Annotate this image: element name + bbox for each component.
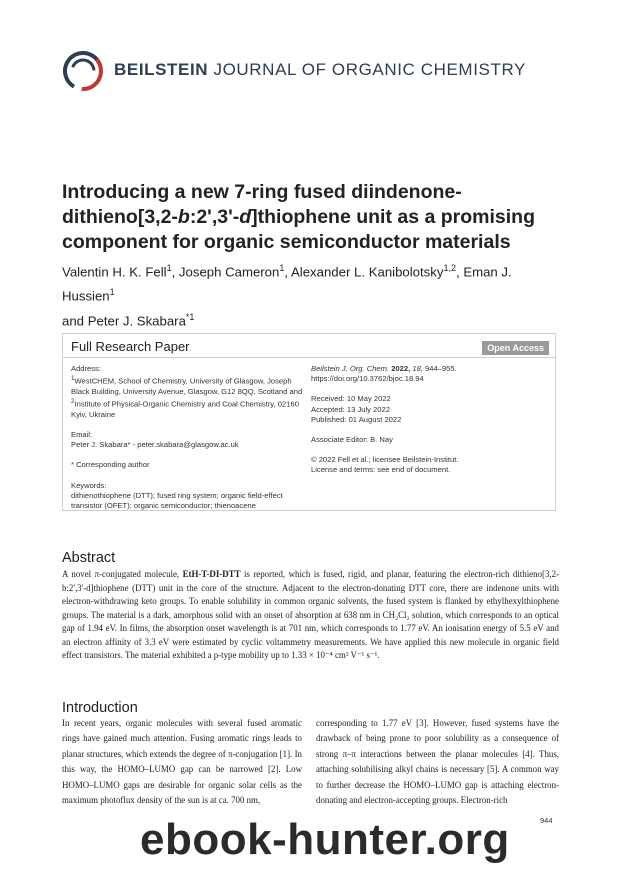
introduction-heading: Introduction (62, 700, 138, 716)
watermark-text: ebook-hunter.org (140, 815, 510, 864)
author-name: Valentin H. K. Fell (62, 264, 167, 280)
address-2: Institute of Physical-Organic Chemistry and Coal Chemistry, 02160 Kyiv, Ukraine (71, 399, 299, 419)
email-link[interactable]: Peter J. Skabara* - peter.skabara@glasgow.ac.uk (71, 440, 239, 450)
page-number: 944 (540, 816, 553, 825)
author-name: Alexander L. Kanibolotsky (290, 264, 444, 280)
divider (63, 357, 555, 358)
open-access-badge: Open Access (482, 341, 549, 355)
journal-logo-icon (62, 50, 104, 92)
info-right-column: Beilstein J. Org. Chem. 2022, 18, 944–955. https://doi.org/10.3762/bjoc.18.94 Received: 10 May 2022 Accepted: 13 July 2022 Published: 01 August 2022 Associate Editor: B. Nay © 2022 Fell et al.; licensee Beilstein-Institut. License and terms: see end of document. (311, 364, 551, 476)
keywords: dithienothiophene (DTT); fused ring system; organic field-effect transistor (OFET); organic semiconductor; thienoacene (71, 490, 283, 511)
journal-name: BEILSTEIN JOURNAL OF ORGANIC CHEMISTRY (114, 60, 526, 79)
article-info-box (62, 333, 556, 511)
license-link[interactable]: License and terms: see end of document. (311, 465, 451, 475)
intro-column-right: corresponding to 1.77 eV [3]. However, fused systems have the drawback of being prone to poor solubility as a consequence of strong π–π interactions between the planar molecules [4]. Thus, attaching solubilising alkyl chains is necessary [5]. A common way to further decrease the HOMO–LUMO gap is attaching electron-donating and electron-accepting groups. Electron-rich (316, 718, 559, 806)
info-left-column: Address: $^1$WestCHEM, School of Chemistry, University of Glasgow, Joseph Black Building, University Avenue, Glasgow, G12 8QQ, Scotland and $^2$Institute of Physical-Organic Chemistry and Coal Chemistry, 02160 Kyiv, Ukraine Email: Peter J. Skabara* - peter.skabara@glasgow.ac.uk * Corresponding author Keywords: dithienothiophene (DTT); fused ring system; organic field-effect transistor (OFET); organic semiconductor; thienoacene (71, 364, 305, 511)
author-list: Valentin H. K. Fell$^1$, Joseph Cameron$^1$, Alexander L. Kanibolotsky$^{1,2}$, Eman J. Hussien$^1$ and Peter J. Skabara$^{*1}$ (62, 263, 512, 329)
doi-link[interactable]: https://doi.org/10.3762/bjoc.18.94 (311, 374, 424, 384)
abstract-heading: Abstract (62, 550, 116, 566)
address-1: WestCHEM, School of Chemistry, University of Glasgow, Joseph Black Building, University Avenue, Glasgow, G12 8QQ, Scotland and (71, 376, 303, 396)
abstract-body: A novel π-conjugated molecule, EtH-T-DI-DTT is reported, which is fused, rigid, and planar, featuring the electron-rich dithieno[3,2-b:2',3'-d]thiophene (DTT) unit in the core of the structure. Adjacent to the electron-donating DTT core, there are indenone units with electron-withdrawing keto groups. To enable solubility in common organic solvents, the fused system is flanked by ethylhexylthiophene groups. The material is a dark, amorphous solid with an onset of absorption at 638 nm in CH₂Cl₂ solution, which corresponds to an optical gap of 1.94 eV. In films, the absorption onset wavelength is at 701 nm, which corresponds to 1.77 eV. An ionisation energy of 5.5 eV and an electron affinity of 3.3 eV were estimated by cyclic voltammetry measurements. We have applied this new molecule in organic field effect transistors. The material exhibited a p-type mobility up to 1.33 × 10⁻⁴ cm² V⁻¹ s⁻¹. (62, 569, 559, 660)
author-name: Eman J. Hussien (62, 264, 512, 304)
author-name: Peter J. Skabara (87, 313, 186, 329)
intro-column-left: In recent years, organic molecules with several fused aromatic rings have gained much attention. Fusing aromatic rings leads to planar structures, which extends the degree of π-conjugation [1]. In this way, the HOMO–LUMO gap can be narrowed [2]. Low HOMO–LUMO gaps are desirable for organic solar cells as the maximum photoflux density of the sun is at ca. 700 nm, (62, 718, 302, 806)
article-title: Introducing a new 7-ring fused diindenone-dithieno[3,2-b:2',3'-d]thiophene unit as a promising component for organic semiconductor materials (62, 181, 535, 253)
author-name: Joseph Cameron (178, 264, 280, 280)
article-type: Full Research Paper (71, 339, 190, 354)
citation: Beilstein J. Org. Chem. 2022, 18, 944–955. (311, 364, 457, 373)
